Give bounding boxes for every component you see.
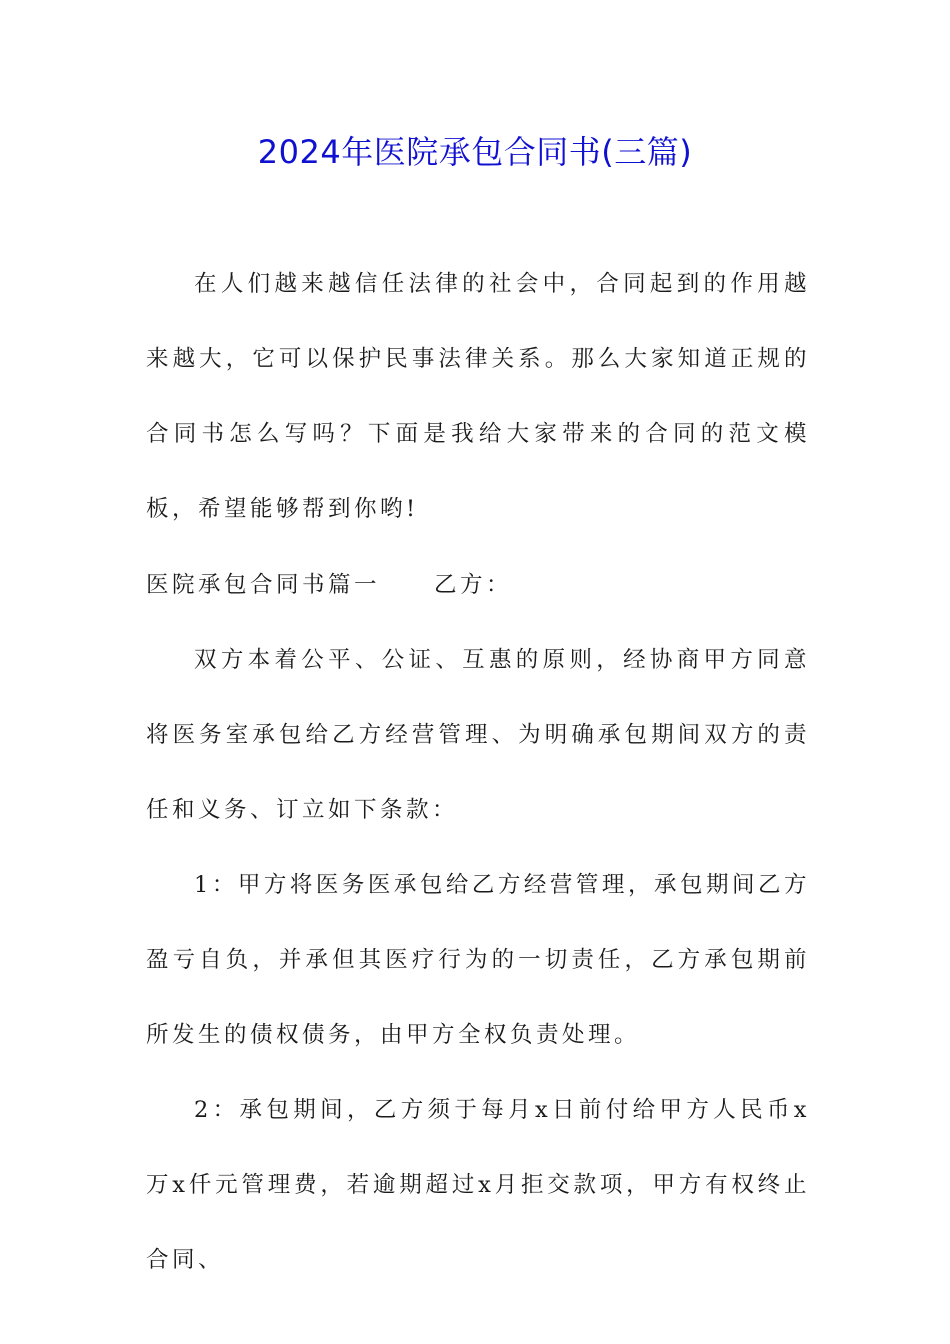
document-title: 2024年医院承包合同书(三篇) — [257, 133, 693, 171]
clause-1-paragraph: 1：甲方将医务医承包给乙方经营管理，承包期间乙方盈亏自负，并承但其医疗行为的一切责任，乙方承包期前所发生的债权债务，由甲方全权负责处理。 — [146, 872, 810, 1048]
preamble-paragraph: 双方本着公平、公证、互惠的原则，经协商甲方同意将医务室承包给乙方经营管理、为明确承包期间双方的责任和义务、订立如下条款： — [146, 647, 810, 823]
party-b-label: 乙方： — [434, 572, 513, 598]
section-heading-line — [146, 548, 512, 623]
clause-2-paragraph: 2：承包期间，乙方须于每月x日前付给甲方人民币x万x仟元管理费，若逾期超过x月拒交款项，甲方有权终止合同、 — [146, 1097, 810, 1273]
intro-paragraph: 在人们越来越信任法律的社会中，合同起到的作用越来越大，它可以保护民事法律关系。那么大家知道正规的合同书怎么写吗？下面是我给大家带来的合同的范文模板，希望能够帮到你哟! — [146, 271, 810, 522]
section-heading: 医院承包合同书篇一 — [146, 572, 381, 598]
